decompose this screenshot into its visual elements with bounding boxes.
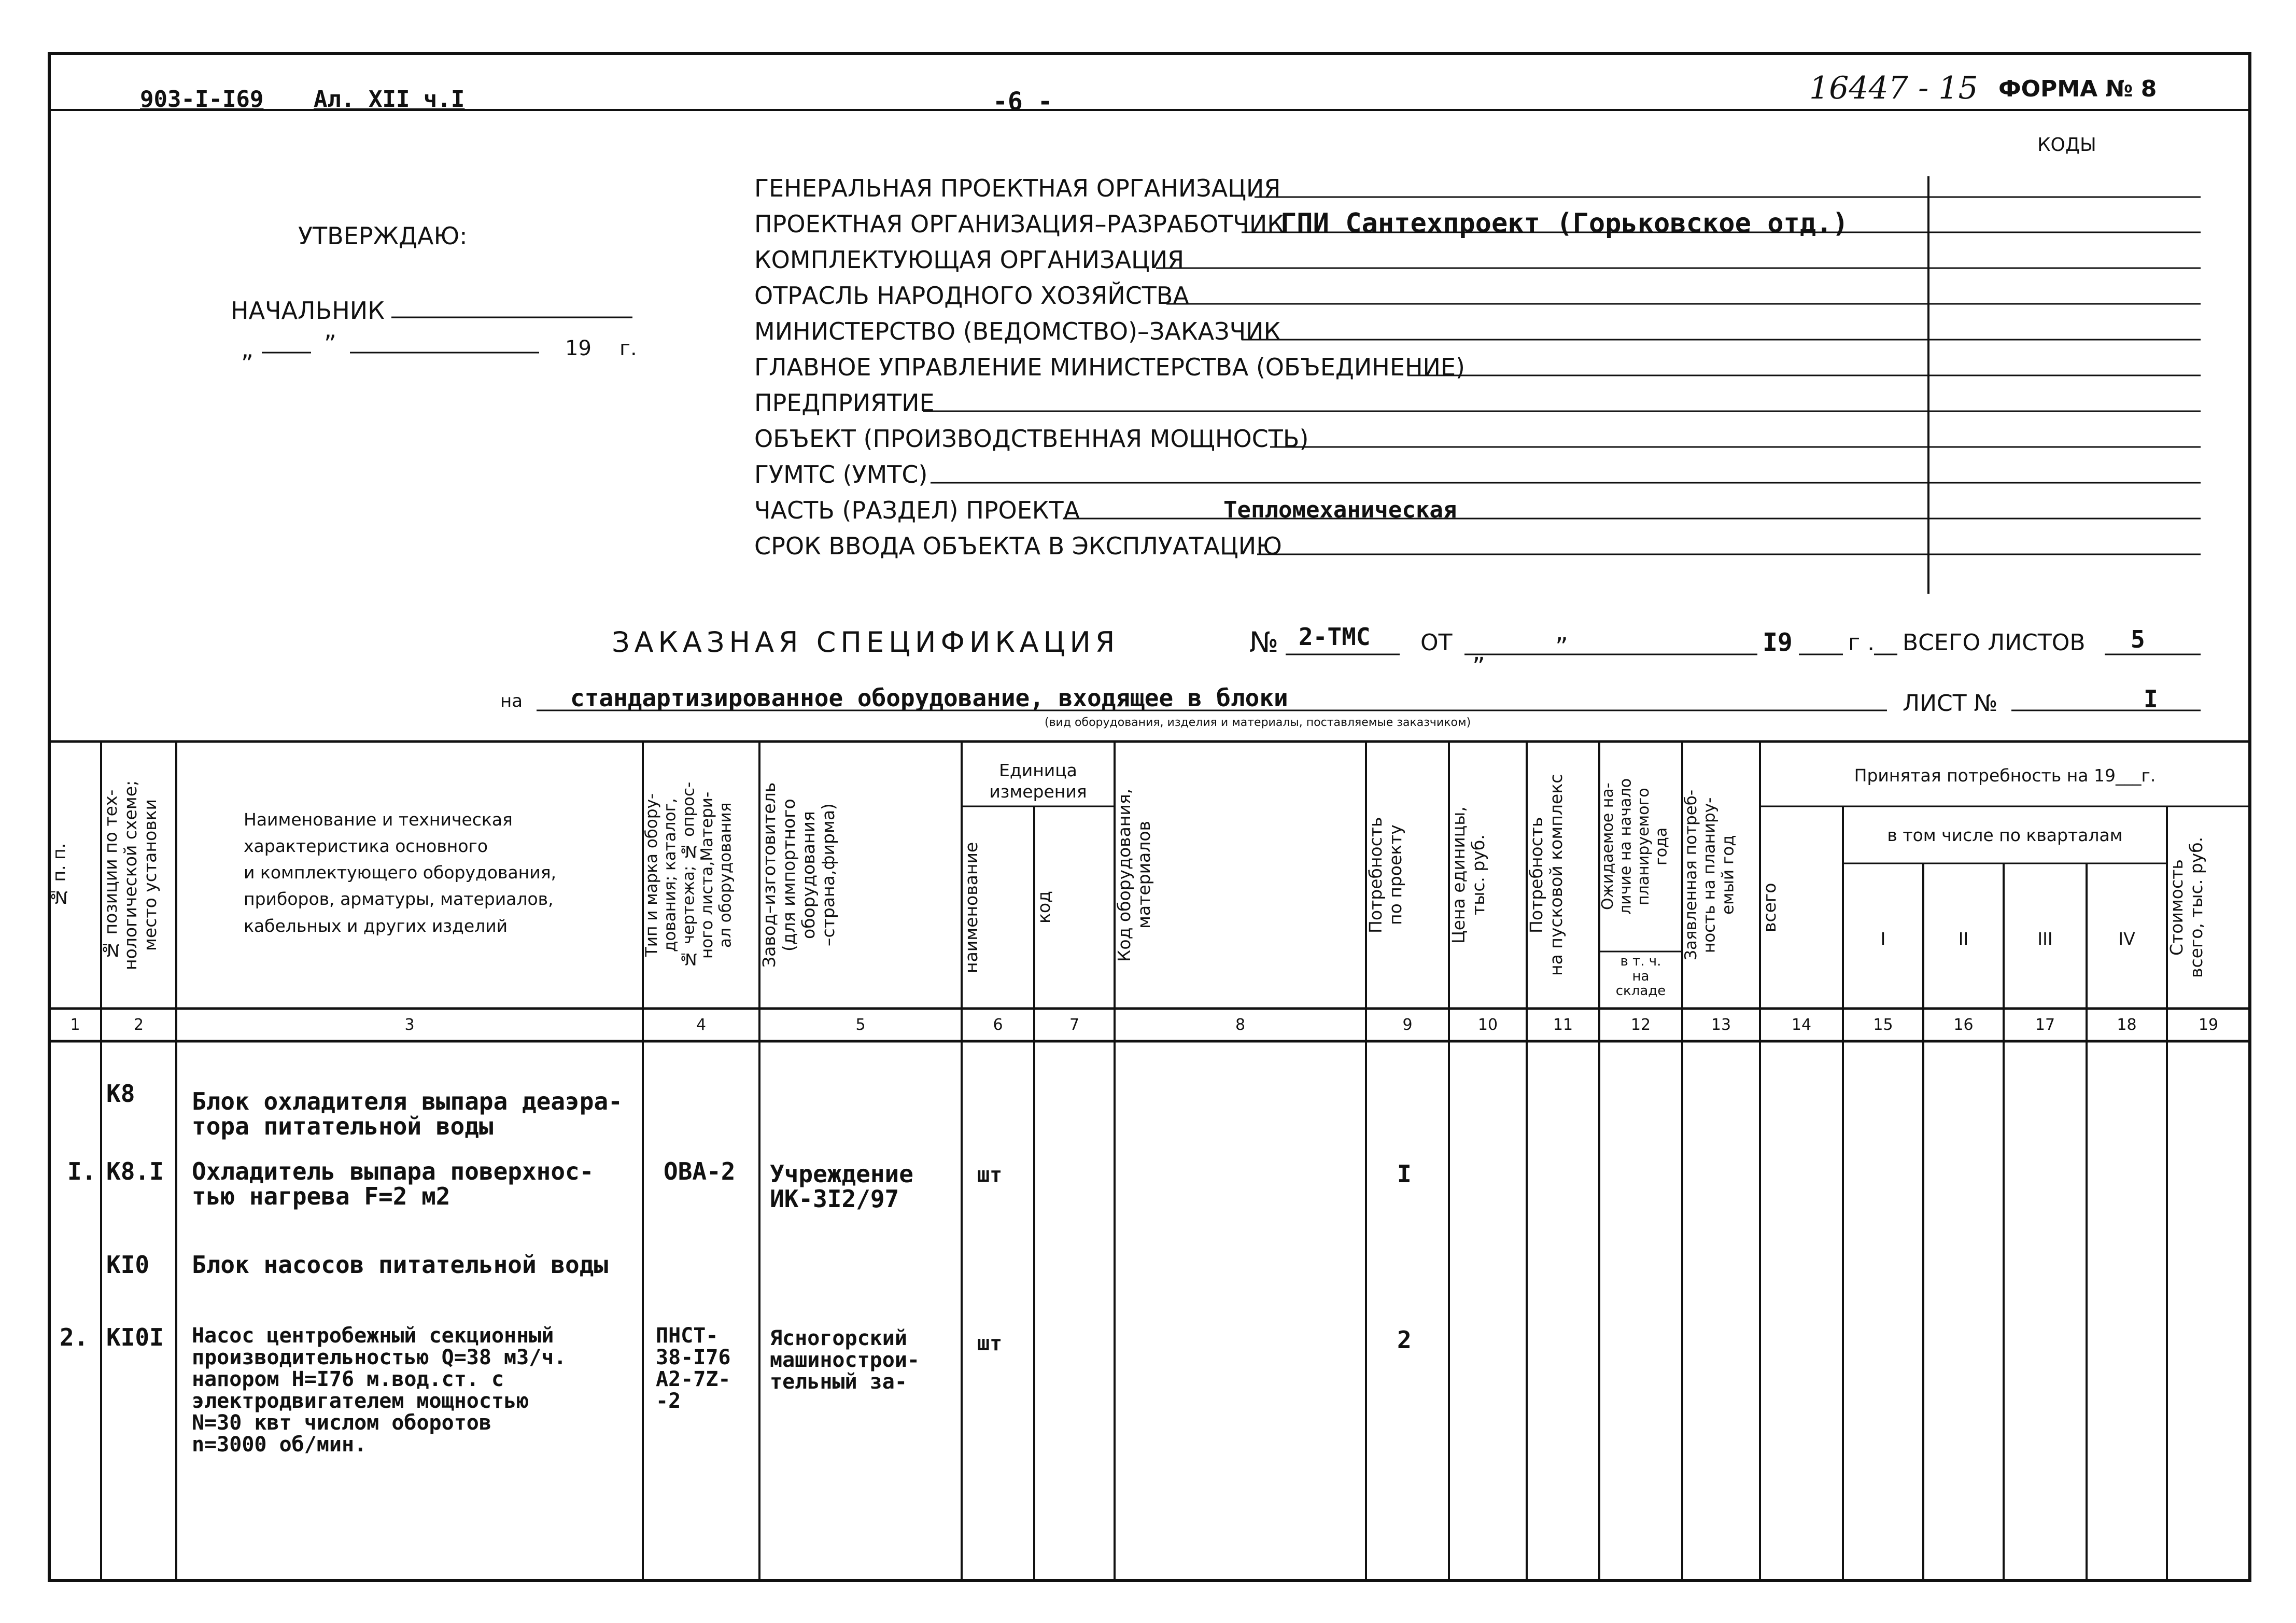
- header-quarters-group: в том числе по кварталам: [1887, 825, 2123, 845]
- column-number: 6: [993, 1016, 1003, 1034]
- sheet-number-value: I: [2144, 685, 2158, 713]
- field-value-design-org: ГПИ Сантехпроект (Горьковское отд.): [1280, 208, 1849, 239]
- row-position: К8: [106, 1080, 135, 1108]
- chief-label: НАЧАЛЬНИК: [231, 297, 385, 325]
- column-number: 7: [1069, 1016, 1080, 1034]
- row-unit: шт: [977, 1332, 1003, 1355]
- date-close-quote: ”: [324, 330, 336, 358]
- field-label-commissioning: СРОК ВВОДА ОБЪЕКТА В ЭКСПЛУАТАЦИЮ: [754, 532, 1282, 560]
- header-col-1: № п. п.: [49, 843, 69, 907]
- field-label-supply-org: КОМПЛЕКТУЮЩАЯ ОРГАНИЗАЦИЯ: [754, 246, 1185, 274]
- column-number: 14: [1791, 1016, 1812, 1034]
- document-number: 16447 - 15: [1809, 70, 1978, 106]
- header-col-8: Код оборудования, материалов: [1114, 788, 1154, 962]
- column-number: 2: [133, 1016, 144, 1034]
- row-number: 2.: [60, 1323, 89, 1351]
- spec-number-label: №: [1249, 626, 1279, 659]
- column-number: 12: [1630, 1016, 1651, 1034]
- header-col-12-stock: в т. ч. на складе: [1615, 954, 1666, 999]
- row-name: Охладитель выпара поверхнос- тью нагрева F=2 м2: [192, 1157, 594, 1211]
- header-col-7: код: [1034, 891, 1054, 924]
- spec-quote-close: ”: [1472, 652, 1485, 681]
- header-col-3: Наименование и техническая характеристика основного и комплектующего оборудования, приборов, арматуры, материалов, кабельных и других изделий: [244, 809, 557, 936]
- column-number: 16: [1953, 1016, 1974, 1034]
- field-label-object: ОБЪЕКТ (ПРОИЗВОДСТВЕННАЯ МОЩНОСТЬ): [754, 425, 1309, 453]
- row-quantity: I: [1397, 1160, 1412, 1188]
- column-number: 10: [1477, 1016, 1498, 1034]
- column-number: 18: [2117, 1016, 2137, 1034]
- header-col-5: Завод–изготовитель (для импортного оборудования –страна,фирма): [759, 782, 838, 968]
- row-unit: шт: [977, 1163, 1003, 1187]
- field-label-project-part: ЧАСТЬ (РАЗДЕЛ) ПРОЕКТА: [754, 496, 1080, 524]
- row-maker: Ясногорский машинострои- тельный за-: [770, 1326, 920, 1394]
- header-col-12: Ожидаемое на- личие на начало планируемого года: [1599, 778, 1671, 915]
- field-label-gumts: ГУМТС (УМТС): [754, 460, 928, 488]
- spec-quote-open: „: [1555, 618, 1568, 647]
- column-number: 3: [404, 1016, 415, 1034]
- header-col-15: I: [1880, 929, 1886, 949]
- codes-label: КОДЫ: [2037, 134, 2096, 156]
- column-number: 8: [1235, 1016, 1246, 1034]
- header-col-11: Потребность на пусковой комплекс: [1526, 774, 1566, 976]
- approve-year: 19: [565, 337, 591, 360]
- row-maker: Учреждение ИК-3I2/97: [770, 1160, 913, 1213]
- header-col-16: II: [1958, 929, 1969, 949]
- album-number: Ал. XII ч.I: [314, 86, 465, 113]
- project-code: 903-I-I69: [140, 86, 264, 113]
- header-unit-group: Единица измерения: [989, 760, 1087, 802]
- spec-title: ЗАКАЗНАЯ СПЕЦИФИКАЦИЯ: [612, 626, 1120, 659]
- approve-title: УТВЕРЖДАЮ:: [298, 222, 468, 250]
- row-position: К8.I: [106, 1157, 164, 1185]
- header-col-6: наименование: [961, 842, 981, 973]
- column-number: 15: [1873, 1016, 1893, 1034]
- sheet-number-label: ЛИСТ №: [1903, 690, 1998, 717]
- total-sheets-label: ВСЕГО ЛИСТОВ: [1903, 629, 2086, 656]
- row-name: Блок охладителя выпара деаэра- тора питательной воды: [192, 1087, 623, 1141]
- spec-number: 2-ТМС: [1299, 623, 1371, 651]
- form-label: ФОРМА № 8: [1998, 76, 2157, 102]
- header-col-4: Тип и марка обору- дования; каталог, № чертежа; № опрос- ного листа,Матери- ал оборудования: [642, 781, 735, 969]
- spec-from-label: ОТ: [1420, 629, 1453, 656]
- column-number: 19: [2198, 1016, 2219, 1034]
- spec-on-label: на: [500, 691, 523, 711]
- spec-year: I9: [1763, 628, 1793, 657]
- field-label-main-department: ГЛАВНОЕ УПРАВЛЕНИЕ МИНИСТЕРСТВА (ОБЪЕДИНЕНИЕ): [754, 353, 1465, 381]
- header-col-13: Заявленная потреб- ность на планиру- емый год: [1682, 789, 1738, 961]
- row-type: ОВА-2: [664, 1157, 736, 1185]
- row-name: Насос центробежный секционный производительностью Q=38 м3/ч. напором H=I76 м.вод.ст. с электродвигателем мощностью N=30 квт числом оборотов n=3000 об/мин.: [192, 1324, 567, 1457]
- field-label-design-org: ПРОЕКТНАЯ ОРГАНИЗАЦИЯ–РАЗРАБОТЧИК: [754, 210, 1284, 238]
- header-col-19: Стоимость всего, тыс. руб.: [2166, 836, 2206, 978]
- column-number: 17: [2035, 1016, 2055, 1034]
- header-col-2: № позиции по тех- нологической схеме; место установки: [101, 780, 160, 970]
- spec-year-suffix: г .: [1848, 629, 1875, 656]
- field-value-project-part: Тепломеханическая: [1223, 497, 1457, 523]
- spec-equipment-caption: (вид оборудования, изделия и материалы, поставляемые заказчиком): [1045, 716, 1471, 729]
- header-col-14: всего: [1759, 883, 1780, 932]
- field-label-general-org: ГЕНЕРАЛЬНАЯ ПРОЕКТНАЯ ОРГАНИЗАЦИЯ: [754, 174, 1281, 202]
- column-number: 13: [1711, 1016, 1731, 1034]
- row-position: КI0I: [106, 1323, 164, 1351]
- spec-equipment-type: стандартизированное оборудование, входящее в блоки: [570, 684, 1288, 712]
- field-label-industry: ОТРАСЛЬ НАРОДНОГО ХОЗЯЙСТВА: [754, 282, 1189, 310]
- header-accepted-group: Принятая потребность на 19___г.: [1854, 765, 2156, 786]
- row-type: ПНСТ- 38-I76 А2-7Z- -2: [656, 1324, 731, 1413]
- approve-year-suffix: г.: [619, 337, 637, 360]
- row-position: КI0: [106, 1251, 150, 1279]
- total-sheets-value: 5: [2131, 625, 2145, 653]
- date-open-quote: „: [241, 335, 253, 363]
- page-number: -6 -: [993, 87, 1053, 116]
- column-number: 5: [855, 1016, 866, 1034]
- column-number: 9: [1402, 1016, 1413, 1034]
- header-col-9: Потребность по проекту: [1365, 817, 1405, 933]
- column-number: 4: [696, 1016, 707, 1034]
- row-number: I.: [67, 1157, 96, 1185]
- header-col-10: Цена единицы, тыс. руб.: [1448, 806, 1488, 944]
- header-col-18: IV: [2118, 929, 2135, 949]
- field-label-enterprise: ПРЕДПРИЯТИЕ: [754, 389, 935, 417]
- field-label-ministry: МИНИСТЕРСТВО (ВЕДОМСТВО)–ЗАКАЗЧИК: [754, 317, 1281, 345]
- column-number: 11: [1553, 1016, 1573, 1034]
- row-name: Блок насосов питательной воды: [192, 1251, 609, 1279]
- row-quantity: 2: [1397, 1326, 1412, 1354]
- column-number: 1: [70, 1016, 80, 1034]
- header-col-17: III: [2037, 929, 2053, 949]
